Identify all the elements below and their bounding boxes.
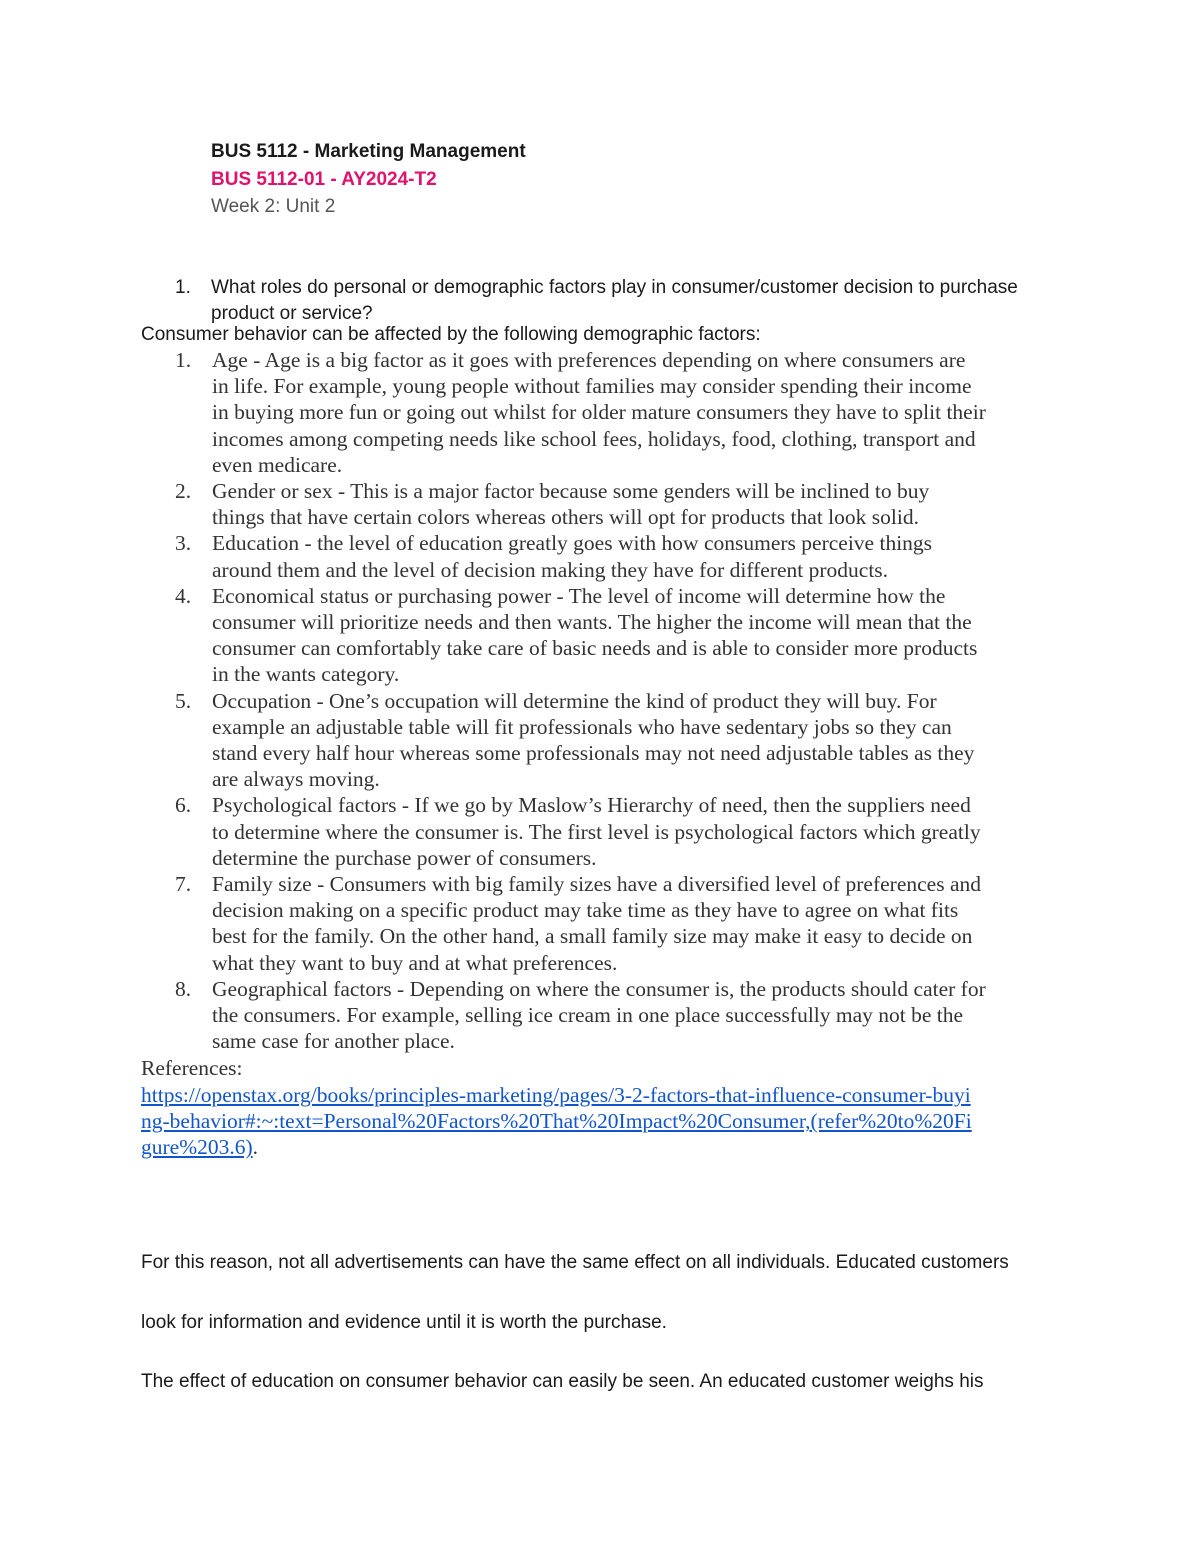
list-item-line: in life. For example, young people without families may consider spending their income: [212, 374, 972, 399]
list-item-number: 2.: [175, 479, 192, 504]
question: [175, 275, 1075, 327]
course-title: BUS 5112 - Marketing Management: [211, 141, 526, 162]
list-item-line: incomes among competing needs like school fees, holidays, food, clothing, transport and: [212, 426, 976, 451]
list-item-line: Family size - Consumers with big family sizes have a diversified level of preferences and: [212, 872, 981, 897]
list-item: [175, 583, 1075, 688]
list-item-line: in the wants category.: [212, 662, 400, 687]
list-item-line: things that have certain colors whereas others will opt for products that look solid.: [212, 505, 919, 530]
list-item-number: 6.: [175, 793, 192, 818]
list-item-line: Age - Age is a big factor as it goes with preferences depending on where consumers are: [212, 348, 966, 372]
list-item-line: Occupation - One’s occupation will determine the kind of product they will buy. For: [212, 688, 937, 713]
reference-link[interactable]: https://openstax.org/books/principles-marketing/pages/3-2-factors-that-influence-consumer-buyi: [141, 1083, 971, 1107]
week-label: Week 2: Unit 2: [211, 196, 336, 217]
list-item-number: 5.: [175, 688, 192, 713]
list-item-line: decision making on a specific product may take time as they have to agree on what fits: [212, 898, 959, 923]
list-item-number: 3.: [175, 531, 192, 556]
list-item-line: Economical status or purchasing power - The level of income will determine how the: [212, 583, 946, 608]
list-item-number: 4.: [175, 583, 192, 608]
list-item-line: stand every half hour whereas some professionals may not need adjustable tables as they: [212, 741, 975, 766]
list-item: [175, 530, 1075, 582]
question-number: 1.: [175, 277, 191, 298]
list-item-line: Gender or sex - This is a major factor because some genders will be inclined to buy: [212, 479, 930, 504]
list-item-line: in buying more fun or going out whilst for older mature consumers they have to split their: [212, 400, 986, 425]
list-item: [175, 976, 1075, 1055]
list-item-line: to determine where the consumer is. The first level is psychological factors which greatly: [212, 819, 981, 844]
list-item-line: consumer can comfortably take care of basic needs and is able to consider more products: [212, 636, 978, 661]
list-item-line: example an adjustable table will fit professionals who have sedentary jobs so they can: [212, 714, 952, 739]
closing-paragraph: look for information and evidence until it is worth the purchase.: [141, 1312, 667, 1333]
reference-trailing-period: .: [252, 1135, 259, 1160]
course-code: BUS 5112-01 - AY2024-T2: [211, 169, 437, 190]
reference-link[interactable]: gure%203.6): [141, 1135, 253, 1160]
list-item-line: around them and the level of decision making they have for different products.: [212, 557, 889, 582]
reference-link[interactable]: ng-behavior#:~:text=Personal%20Factors%20That%20Impact%20Consumer,(refer%20to%20Fi: [141, 1109, 972, 1134]
list-item-line: best for the family. On the other hand, a small family size may make it easy to decide on: [212, 924, 973, 949]
list-item: [175, 478, 1075, 530]
list-item-line: the consumers. For example, selling ice cream in one place successfully may not be the: [212, 1003, 964, 1028]
list-item-line: are always moving.: [212, 767, 380, 792]
list-item-line: Psychological factors - If we go by Maslow’s Hierarchy of need, then the suppliers need: [212, 793, 971, 818]
list-item-number: 7.: [175, 872, 192, 897]
factors-list: [175, 347, 1075, 1054]
list-item: [175, 347, 1075, 478]
list-item: [175, 871, 1075, 976]
list-item-line: what they want to buy and at what preferences.: [212, 950, 618, 975]
question-line: product or service?: [211, 303, 373, 324]
list-item-line: Geographical factors - Depending on where the consumer is, the products should cater for: [212, 976, 986, 1001]
closing-paragraph: For this reason, not all advertisements can have the same effect on all individuals. Educated customers: [141, 1252, 1009, 1273]
references-label: References:: [141, 1056, 243, 1080]
intro-text: Consumer behavior can be affected by the following demographic factors:: [141, 324, 761, 345]
list-item-number: 8.: [175, 976, 192, 1001]
question-line: What roles do personal or demographic factors play in consumer/customer decision to purchase: [211, 277, 1018, 298]
list-item-number: 1.: [175, 348, 192, 372]
list-item: [175, 792, 1075, 871]
list-item: [175, 688, 1075, 793]
list-item-line: consumer will prioritize needs and then wants. The higher the income will mean that the: [212, 610, 972, 635]
list-item-line: Education - the level of education greatly goes with how consumers perceive things: [212, 531, 933, 556]
reference-entry: [141, 1082, 972, 1161]
closing-paragraph: The effect of education on consumer behavior can easily be seen. An educated customer weighs his: [141, 1371, 984, 1392]
list-item-line: same case for another place.: [212, 1029, 455, 1054]
list-item-line: determine the purchase power of consumers.: [212, 845, 597, 870]
list-item-line: even medicare.: [212, 452, 343, 477]
